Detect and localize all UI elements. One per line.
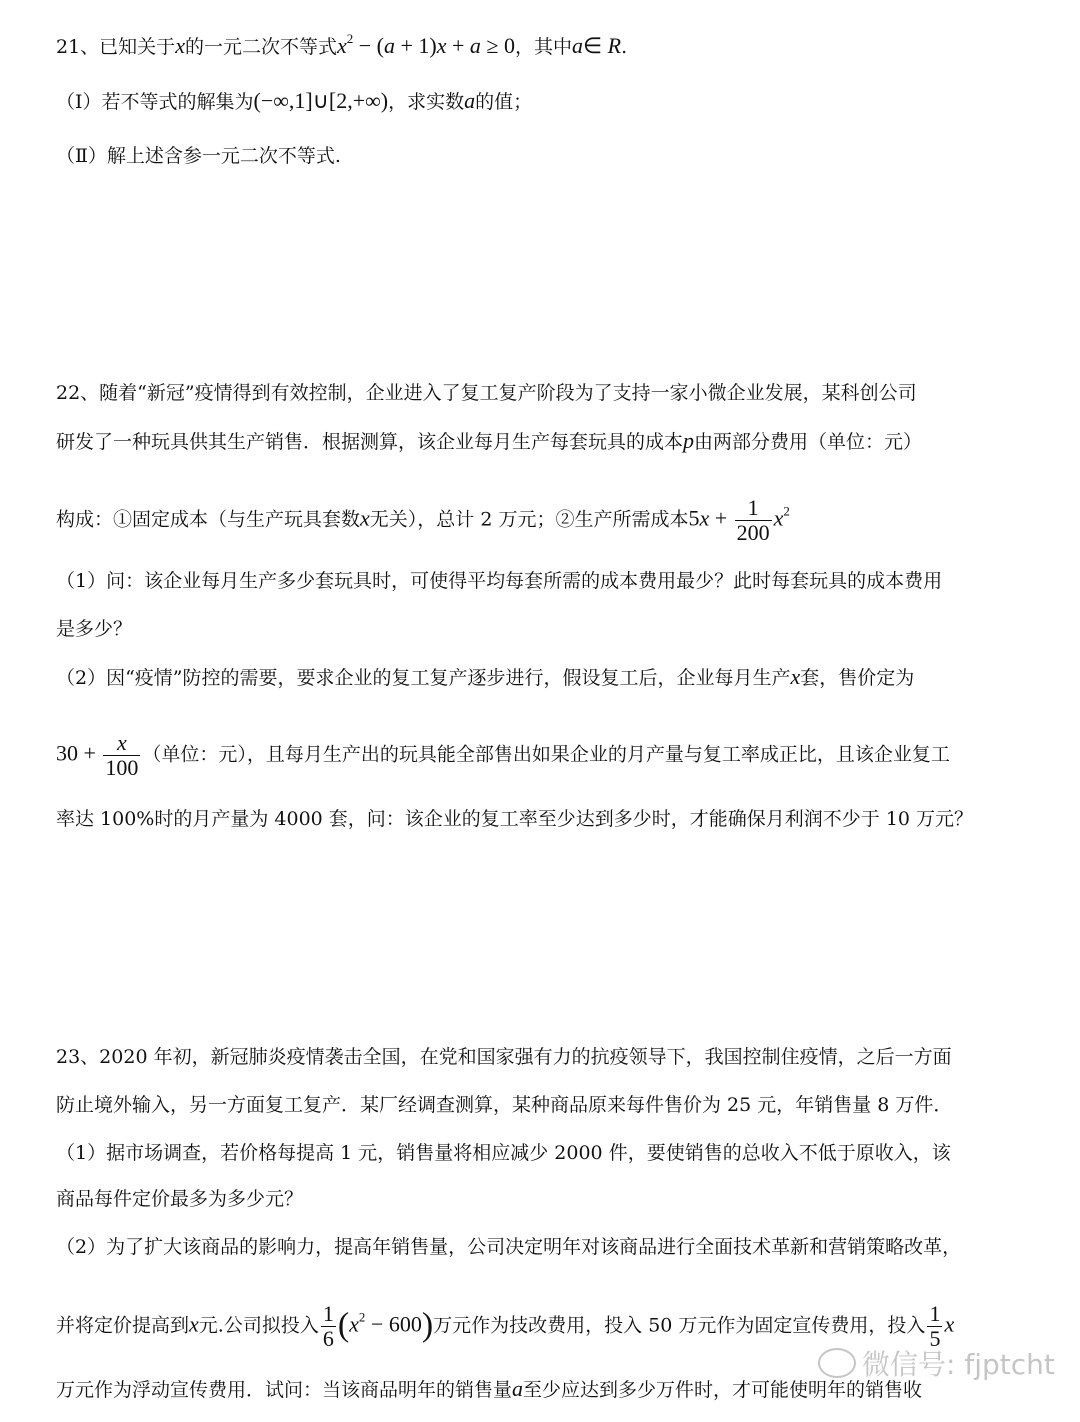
- text: （2）为了扩大该商品的影响力，提高年销售量，公司决定明年对该商品进行全面技术革新和营销策略改革，: [56, 1236, 962, 1258]
- math-variable: x: [944, 1311, 955, 1337]
- watermark-text: 微信号: fjptcht: [862, 1348, 1055, 1381]
- text: （1）据市场调查，若价格每提高 1 元，销售量将相应减少 2000 件，要使销售的总收入不低于原收入，该: [56, 1142, 951, 1164]
- text: 并将定价提高到: [56, 1314, 190, 1337]
- superscript: 2: [358, 1309, 366, 1325]
- text-line: [56, 1374, 922, 1405]
- superscript: 2: [346, 31, 354, 46]
- text: 22、随着“新冠”疫情得到有效控制，企业进入了复工复产阶段为了支持一家小微企业发展，某科创公司: [56, 382, 917, 404]
- text-line: [56, 1184, 303, 1214]
- fraction: [735, 496, 772, 545]
- text: 23、2020 年初，新冠肺炎疫情袭击全国，在党和国家强有力的抗疫领导下，我国控制住疫情，之后一方面: [56, 1046, 952, 1068]
- text-line: [56, 1090, 952, 1120]
- math-variable: x: [349, 1311, 359, 1337]
- math-variable: x: [790, 664, 801, 689]
- math-variable: x: [773, 505, 784, 531]
- text: ，其中: [514, 36, 572, 58]
- text-line: [56, 24, 627, 62]
- text: .: [621, 36, 628, 58]
- text-line: [56, 1232, 961, 1262]
- denominator: 5: [929, 1326, 941, 1351]
- math-expr: (−∞,1]∪[2,+∞): [253, 88, 389, 113]
- math-expr: +: [709, 505, 733, 531]
- text-line: [56, 141, 341, 171]
- math-variable: x: [436, 33, 447, 58]
- text-line: [56, 378, 917, 408]
- math-variable: a: [464, 88, 476, 113]
- math-variable: a: [469, 33, 481, 58]
- math-variable: a: [512, 1376, 524, 1401]
- text: ，求实数: [388, 91, 465, 113]
- text-line: [56, 426, 922, 457]
- denominator: 200: [736, 520, 770, 545]
- math-variable: a: [383, 33, 395, 58]
- text-line: [56, 662, 914, 693]
- math-variable: x: [360, 505, 370, 531]
- text: 由两部分费用（单位：元）: [694, 431, 923, 453]
- text-line: [56, 731, 950, 780]
- numerator: 1: [322, 1301, 334, 1326]
- text-line: [56, 1138, 951, 1168]
- numerator: x: [117, 730, 127, 755]
- paren: ): [421, 1306, 434, 1344]
- paren: (: [337, 1306, 350, 1344]
- text: 率达 100%时的月产量为 4000 套，问：该企业的复工率至少达到多少时，才能确保月利润不少于 10 万元？: [56, 808, 974, 830]
- math-variable: R: [607, 33, 622, 58]
- text: 无关），总计 2 万元；②生产所需成本: [369, 508, 689, 531]
- math-expr: +: [446, 33, 470, 58]
- numerator: 1: [747, 495, 759, 520]
- text: 套，售价定为: [800, 667, 915, 689]
- wechat-icon: [818, 1348, 856, 1378]
- text: 21、已知关于: [56, 36, 176, 58]
- text-line: [56, 496, 790, 545]
- text: 的值；: [475, 91, 533, 113]
- text: 至少应达到多少万件时，才可能使明年的销售收: [523, 1379, 923, 1401]
- text: 万元作为技改费用，投入 50 万元作为固定宣传费用，投入: [433, 1314, 926, 1337]
- text: 防止境外输入，另一方面复工复产．某厂经调查测算，某种商品原来每件售价为 25 元，年销售量 8 万件．: [56, 1094, 953, 1116]
- numerator: 1: [929, 1301, 941, 1326]
- text: （1）问：该企业每月生产多少套玩具时，可使得平均每套所需的成本费用最少？此时每套玩具的成本费用: [56, 570, 943, 592]
- denominator: 6: [322, 1326, 334, 1351]
- text: 的一元二次不等式: [184, 36, 337, 58]
- text: （Ⅰ）若不等式的解集为: [56, 91, 254, 113]
- superscript: 2: [783, 503, 790, 519]
- text-line: [56, 1042, 952, 1072]
- text: 构成：①固定成本（与生产玩具套数: [56, 508, 361, 531]
- text: 元.公司拟投入: [198, 1314, 319, 1337]
- math-expr: + 1): [394, 33, 437, 58]
- math-variable: p: [683, 428, 695, 453]
- math-variable: x: [336, 33, 347, 58]
- text: 研发了一种玩具供其生产销售．根据测算，该企业每月生产每套玩具的成本: [56, 431, 684, 453]
- math-expr: − 600: [365, 1311, 422, 1337]
- math-expr: ∈: [582, 33, 608, 58]
- fraction: [103, 731, 140, 780]
- text-line: [56, 614, 132, 644]
- math-variable: x: [699, 505, 710, 531]
- text: 是多少？: [56, 618, 133, 640]
- math-expr: ≥ 0: [480, 33, 515, 58]
- math-variable: x: [175, 33, 185, 58]
- math-expr: − (: [353, 33, 384, 58]
- text: （单位：元），且每月生产出的玩具能全部售出如果企业的月产量与复工率成正比，且该企业复工: [142, 743, 950, 766]
- text-line: [56, 566, 942, 596]
- text: 商品每件定价最多为多少元？: [56, 1188, 304, 1210]
- math-expr: 30 +: [56, 740, 102, 766]
- text-line: [56, 86, 532, 117]
- text: （Ⅱ）解上述含参一元二次不等式.: [56, 145, 341, 167]
- text-line: [56, 804, 973, 834]
- fraction: [321, 1302, 336, 1351]
- math-expr: 5: [688, 505, 700, 531]
- math-variable: a: [571, 33, 583, 58]
- watermark: [818, 1343, 1055, 1383]
- text: 万元作为浮动宣传费用．试问：当该商品明年的销售量: [56, 1379, 513, 1401]
- text: （2）因“疫情”防控的需要，要求企业的复工复产逐步进行，假设复工后，企业每月生产: [56, 667, 791, 689]
- denominator: 100: [105, 755, 139, 780]
- math-variable: x: [189, 1311, 199, 1337]
